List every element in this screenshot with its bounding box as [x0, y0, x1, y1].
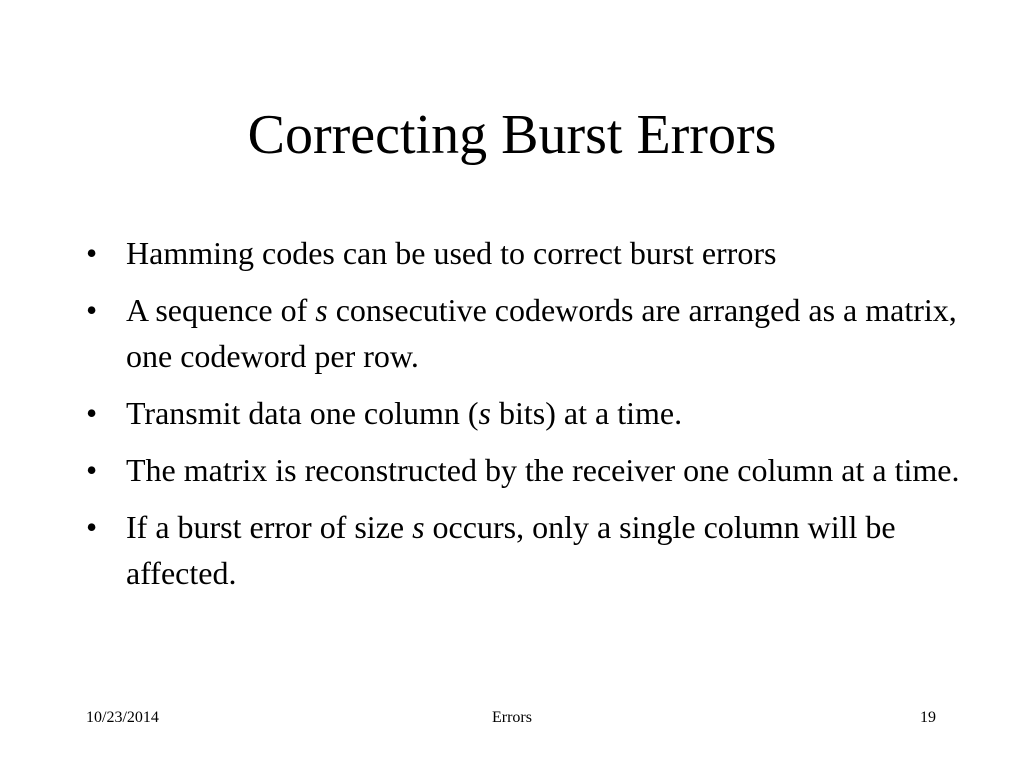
footer-title: Errors: [492, 709, 532, 726]
page-number: 19: [920, 709, 936, 726]
bullet-marker: •: [86, 509, 98, 545]
bullet-marker: •: [86, 452, 98, 488]
bullet-text: occurs, only a single column will be affected.: [126, 509, 896, 591]
bullet-text: Hamming codes can be used to correct burst errors: [126, 235, 777, 271]
bullet-marker: •: [86, 292, 98, 328]
bullet-item: [86, 230, 966, 276]
italic-variable: s: [315, 292, 328, 328]
slide-title: Correcting Burst Errors: [247, 104, 777, 166]
bullet-marker: •: [86, 395, 98, 431]
bullet-item: [86, 504, 966, 596]
italic-variable: s: [478, 395, 491, 431]
footer-date: 10/23/2014: [86, 709, 159, 726]
bullet-text: The matrix is reconstructed by the receiver one column at a time.: [126, 452, 960, 488]
italic-variable: s: [412, 509, 425, 545]
bullet-text: A sequence of: [126, 292, 316, 328]
bullet-list: [86, 230, 966, 607]
bullet-item: [86, 447, 966, 493]
bullet-text: bits) at a time.: [491, 395, 683, 431]
bullet-text: consecutive codewords are arranged as a matrix, one codeword per row.: [126, 292, 957, 374]
bullet-item: [86, 287, 966, 379]
bullet-item: [86, 390, 966, 436]
bullet-text: Transmit data one column (: [126, 395, 479, 431]
bullet-text: If a burst error of size: [126, 509, 413, 545]
bullet-marker: •: [86, 235, 98, 271]
